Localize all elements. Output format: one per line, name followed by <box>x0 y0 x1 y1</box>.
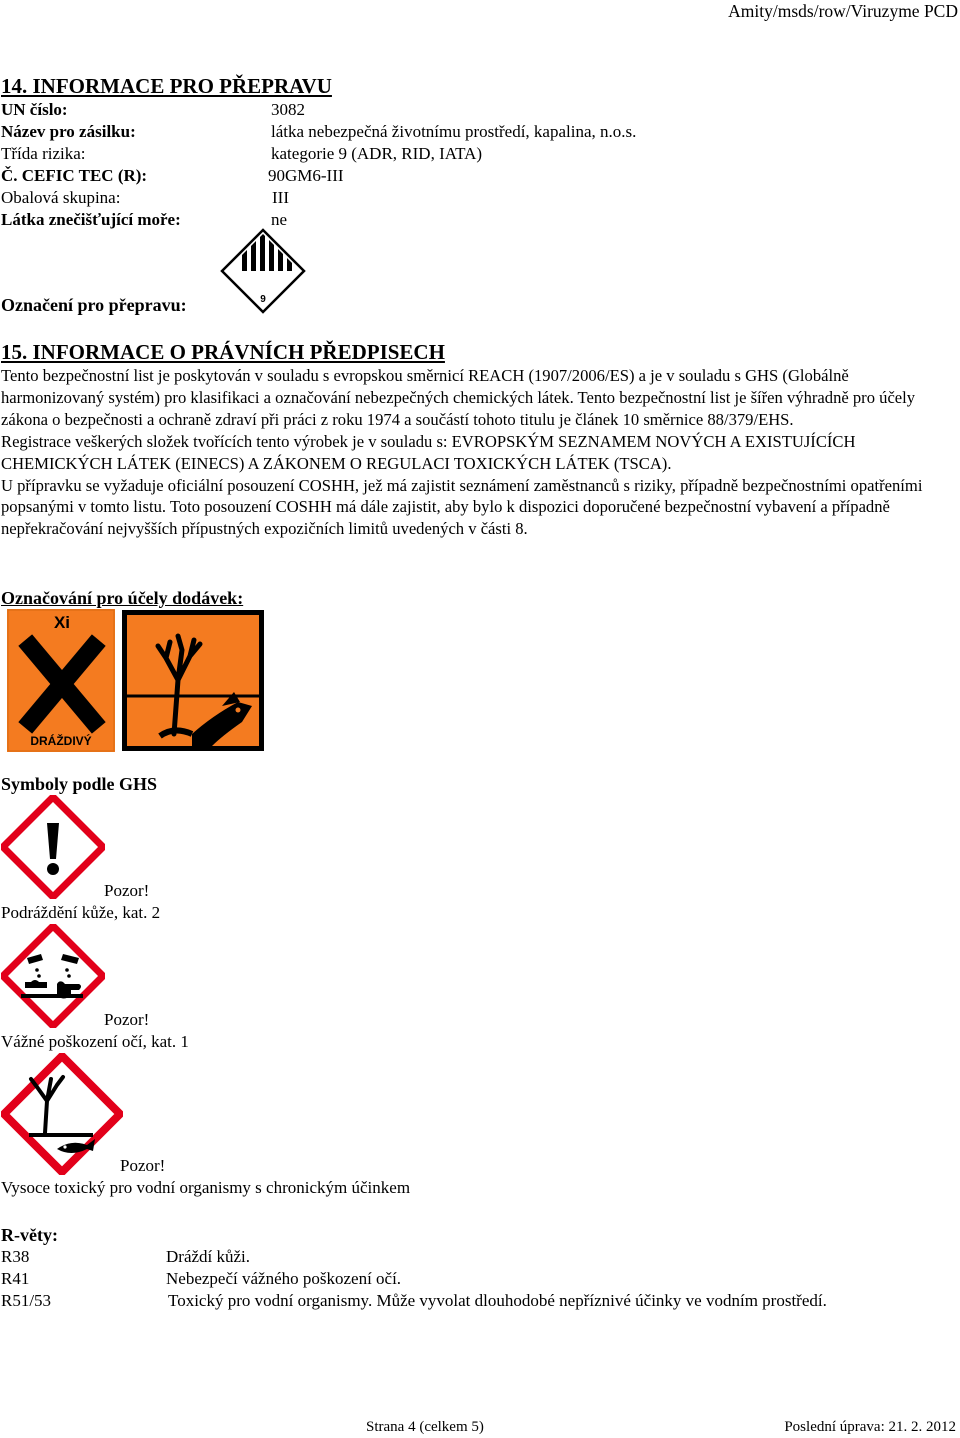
ghs-hazard-text-3: Vysoce toxický pro vodní organismy s chronickým účinkem <box>1 1178 411 1197</box>
xi-caption: DRÁŽDIVÝ <box>30 734 92 748</box>
packing-group-label: Obalová skupina: <box>1 188 121 207</box>
r-phrase-code: R51/53 <box>1 1291 52 1310</box>
hazard-class-value: kategorie 9 (ADR, RID, IATA) <box>271 144 483 163</box>
page-number: Strana 4 (celkem 5) <box>366 1419 484 1435</box>
shipping-name-label: Název pro zásilku: <box>1 122 136 141</box>
marine-pollutant-label: Látka znečišťující moře: <box>1 210 181 229</box>
ghs-signal-word-1: Pozor! <box>104 881 150 900</box>
regulatory-paragraph-coshh: U přípravku se vyžaduje oficiální posouzení COSHH, jež má zajistit seznámení zaměstnanců s riziky, případně bezpečnostními opatřeními popsanými v tomto listu. Toto posouzení COSHH má dále zajistit, aby bylo k dispozici doporučené bezpečnostní vybavení a případně nepřekračování nejvyšších přípustných expozičních limitů uvedených v části 8. <box>1 475 923 539</box>
last-revision: Poslední úprava: 21. 2. 2012 <box>784 1419 956 1435</box>
ghs-hazard-text-1: Podráždění kůže, kat. 2 <box>1 903 161 922</box>
r-phrase-text: Nebezpečí vážného poškození očí. <box>166 1269 402 1288</box>
cefic-tec-value: 90GM6-III <box>268 166 344 185</box>
r-phrase-text: Toxický pro vodní organismy. Může vyvolat dlouhodobé nepříznivé účinky ve vodním prostředí. <box>168 1291 827 1310</box>
xi-code: Xi <box>53 613 71 632</box>
hazard-class-label: Třída rizika: <box>1 144 86 163</box>
ghs-exclamation-mark-icon <box>1 795 105 899</box>
document-path: Amity/msds/row/Viruzyme PCD <box>728 1 958 21</box>
class-9-number: 9 <box>260 294 266 305</box>
section-14-title: 14. INFORMACE PRO PŘEPRAVU <box>1 74 332 98</box>
shipping-name-value: látka nebezpečná životnímu prostředí, kapalina, n.o.s. <box>271 122 637 141</box>
r-phrase-code: R41 <box>1 1269 30 1288</box>
un-number-label: UN číslo: <box>1 100 68 119</box>
r-phrase-text: Dráždí kůži. <box>166 1247 251 1266</box>
supply-labelling-title: Označování pro účely dodávek: <box>1 588 244 608</box>
regulatory-paragraph-registration: Registrace veškerých složek tvořících tento výrobek je v souladu s: EVROPSKÝM SEZNAMEM NOVÝCH A EXISTUJÍCÍCH CHEMICKÝCH LÁTEK (EINECS) A ZÁKONEM O REGULACI TOXICKÝCH LÁTEK (TSCA). <box>1 431 856 473</box>
cefic-tec-label: Č. CEFIC TEC (R): <box>1 166 148 185</box>
ghs-signal-word-2: Pozor! <box>104 1010 150 1029</box>
ghs-hazard-text-2: Vážné poškození očí, kat. 1 <box>1 1032 189 1051</box>
r-phrase-code: R38 <box>1 1247 30 1266</box>
packing-group-value: III <box>272 188 289 207</box>
section-15-title: 15. INFORMACE O PRÁVNÍCH PŘEDPISECH <box>1 340 445 364</box>
regulatory-text <box>1 365 951 540</box>
ghs-corrosion-icon <box>1 924 105 1028</box>
xi-irritant-symbol-icon <box>7 609 115 752</box>
transport-marking-label: Označení pro přepravu: <box>1 295 187 315</box>
marine-pollutant-value: ne <box>271 210 288 229</box>
r-phrases-title: R-věty: <box>1 1225 58 1245</box>
ghs-signal-word-3: Pozor! <box>120 1156 166 1175</box>
regulatory-paragraph-reach: Tento bezpečnostní list je poskytován v souladu s evropskou směrnicí REACH (1907/2006/ES) a je v souladu s GHS (Globálně harmonizovaný systém) pro klasifikaci a označování nebezpečných chemických látek. Tento bezpečnostní list je šířen výhradně pro účely zákona o bezpečnosti a ochraně zdraví při práci z roku 1974 a součástí tohoto titulu je článek 10 směrnice 88/379/EHS. <box>1 366 916 429</box>
un-number-value: 3082 <box>271 100 305 119</box>
environment-hazard-symbol-icon <box>122 610 264 751</box>
ghs-symbols-title: Symboly podle GHS <box>1 774 158 794</box>
class-9-hazard-label-icon <box>220 228 306 314</box>
ghs-environment-icon <box>1 1053 123 1175</box>
